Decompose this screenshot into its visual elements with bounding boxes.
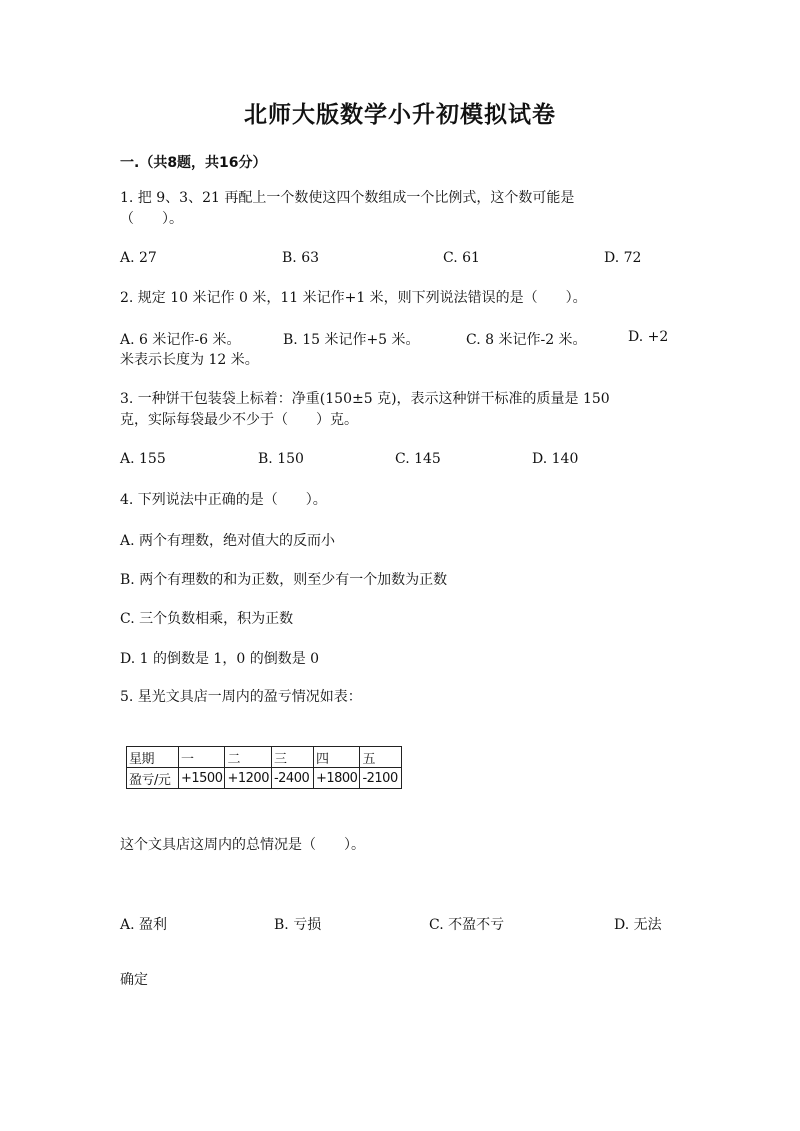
question-5-option-b: B. 亏损 [274,917,322,933]
question-1-option-c: C. 61 [443,250,480,266]
page-title: 北师大版数学小升初模拟试卷 [244,102,556,128]
table-cell: +1200 [225,768,271,789]
question-5-text: 5. 星光文具店一周内的盈亏情况如表： [120,689,362,705]
question-1-option-a: A. 27 [120,250,157,266]
question-3-option-c: C. 145 [395,451,441,467]
question-5-option-d-cont: 确定 [120,972,148,988]
question-4-option-c: C. 三个负数相乘，积为正数 [120,611,294,627]
table-row [127,747,402,768]
table-header-cell: 四 [313,747,359,768]
question-3-text-cont: 克，实际每袋最少不少于（ ）克。 [120,412,358,428]
table-cell: 盈亏/元 [127,768,179,789]
question-3-option-a: A. 155 [120,451,166,467]
table-header-cell: 星期 [127,747,179,768]
profit-loss-table [126,746,402,789]
question-1-text: 1. 把 9、3、21 再配上一个数使这四个数组成一个比例式，这个数可能是 [120,190,575,206]
table-cell: -2400 [271,768,313,789]
table-cell: +1800 [313,768,359,789]
question-5-text-cont: 这个文具店这周内的总情况是（ ）。 [120,837,365,853]
question-5-option-d: D. 无法 [614,917,662,933]
question-2-option-a: A. 6 米记作-6 米。 [120,332,241,348]
question-4-text: 4. 下列说法中正确的是（ ）。 [120,492,327,508]
question-1-option-b: B. 63 [282,250,320,266]
question-2-option-b: B. 15 米记作+5 米。 [283,332,420,348]
question-1-option-d: D. 72 [604,250,642,266]
table-header-cell: 五 [360,747,402,768]
question-3-text: 3. 一种饼干包装袋上标着：净重(150±5 克)，表示这种饼干标准的质量是 150 [120,391,610,407]
table-cell: +1500 [179,768,225,789]
question-2-option-d: D. +2 [628,329,669,345]
table-row [127,768,402,789]
question-1-text-cont: （ ）。 [120,211,183,227]
question-5-option-a: A. 盈利 [120,917,168,933]
question-3-option-b: B. 150 [258,451,304,467]
table-header-cell: 二 [225,747,271,768]
section-heading: 一.（共8题，共16分） [120,155,267,171]
question-2-option-c: C. 8 米记作-2 米。 [466,332,587,348]
question-4-option-a: A. 两个有理数，绝对值大的反而小 [120,533,336,549]
table-header-cell: 一 [179,747,225,768]
question-5-option-c: C. 不盈不亏 [429,917,505,933]
question-3-option-d: D. 140 [532,451,579,467]
question-4-option-b: B. 两个有理数的和为正数，则至少有一个加数为正数 [120,572,448,588]
question-2-option-d-cont: 米表示长度为 12 米。 [120,352,259,368]
table-cell: -2100 [360,768,402,789]
question-2-text: 2. 规定 10 米记作 0 米，11 米记作+1 米，则下列说法错误的是（ ）。 [120,290,587,306]
table-header-cell: 三 [271,747,313,768]
question-4-option-d: D. 1 的倒数是 1，0 的倒数是 0 [120,651,320,667]
